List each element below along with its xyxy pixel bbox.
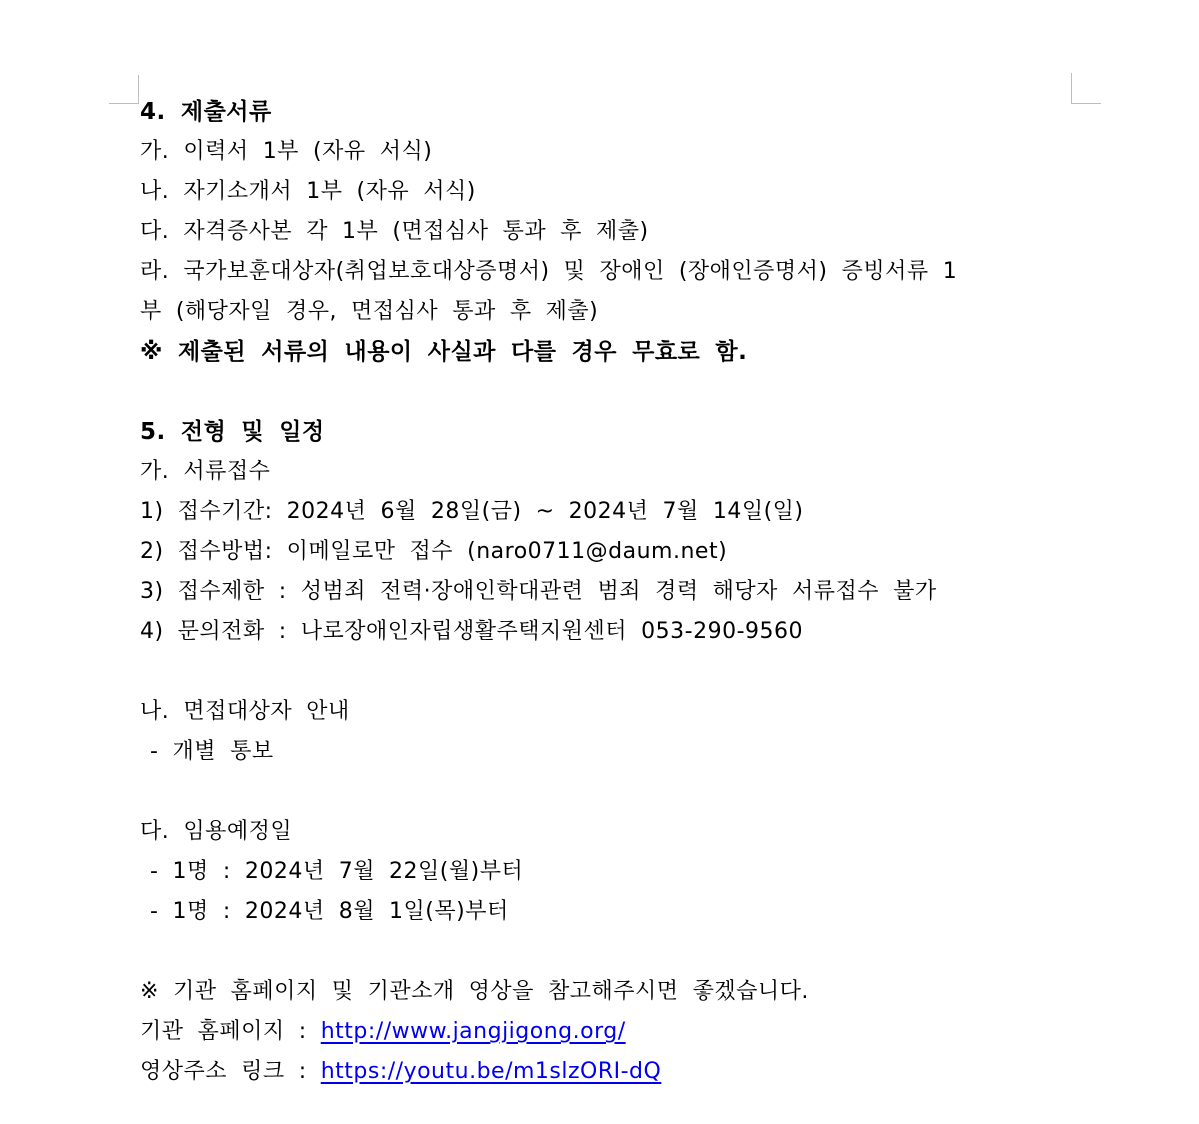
document-body: [140, 92, 1075, 1092]
section5-subga-item4: 4) 문의전화 : 나로장애인자립생활주택지원센터 053-290-9560: [140, 619, 804, 644]
section5-subga-item3: 3) 접수제한 : 성범죄 전력·장애인학대관련 범죄 경력 해당자 서류접수 불가: [140, 579, 937, 604]
section5-subna-title: 나. 면접대상자 안내: [140, 699, 350, 724]
section5-subda-item1: - 1명 : 2024년 7월 22일(월)부터: [150, 859, 524, 884]
section5-subga-title: 가. 서류접수: [140, 459, 271, 484]
section4-item-ga: 가. 이력서 1부 (자유 서식): [140, 139, 433, 164]
homepage-label: 기관 홈페이지 :: [140, 1019, 307, 1044]
section4-heading: 4. 제출서류: [140, 99, 272, 125]
footer-video-line: [140, 1052, 1075, 1092]
section4-item-na: 나. 자기소개서 1부 (자유 서식): [140, 179, 476, 204]
margin-crop-mark-top-left: [109, 75, 139, 104]
section4-item-da: 다. 자격증사본 각 1부 (면접심사 통과 후 제출): [140, 219, 649, 244]
video-label: 영상주소 링크 :: [140, 1059, 307, 1084]
margin-crop-mark-top-right: [1071, 73, 1101, 104]
blank-line: [140, 932, 1075, 972]
section5-subda-item2: - 1명 : 2024년 8월 1일(목)부터: [150, 899, 509, 924]
video-link[interactable]: https://youtu.be/m1slzORI-dQ: [320, 1059, 662, 1084]
blank-line: [140, 372, 1075, 412]
section4-note: ※ 제출된 서류의 내용이 사실과 다를 경우 무효로 함.: [140, 339, 748, 365]
section5-subda-title: 다. 임용예정일: [140, 819, 293, 844]
footer-homepage-line: [140, 1012, 1075, 1052]
section5-subna-item1: - 개별 통보: [150, 739, 274, 764]
homepage-link[interactable]: http://www.jangjigong.org/: [320, 1019, 626, 1044]
section5-subga-item1: 1) 접수기간: 2024년 6월 28일(금) ~ 2024년 7월 14일(일): [140, 499, 804, 524]
section4-item-ra-line1: 라. 국가보훈대상자(취업보호대상증명서) 및 장애인 (장애인증명서) 증빙서류 1: [140, 259, 958, 284]
section5-subga-item2: 2) 접수방법: 이메일로만 접수 (naro0711@daum.net): [140, 539, 728, 564]
blank-line: [140, 652, 1075, 692]
section5-heading: 5. 전형 및 일정: [140, 419, 325, 445]
section4-item-ra-line2: 부 (해당자일 경우, 면접심사 통과 후 제출): [140, 299, 599, 324]
blank-line: [140, 772, 1075, 812]
footer-note: ※ 기관 홈페이지 및 기관소개 영상을 참고해주시면 좋겠습니다.: [140, 979, 809, 1004]
